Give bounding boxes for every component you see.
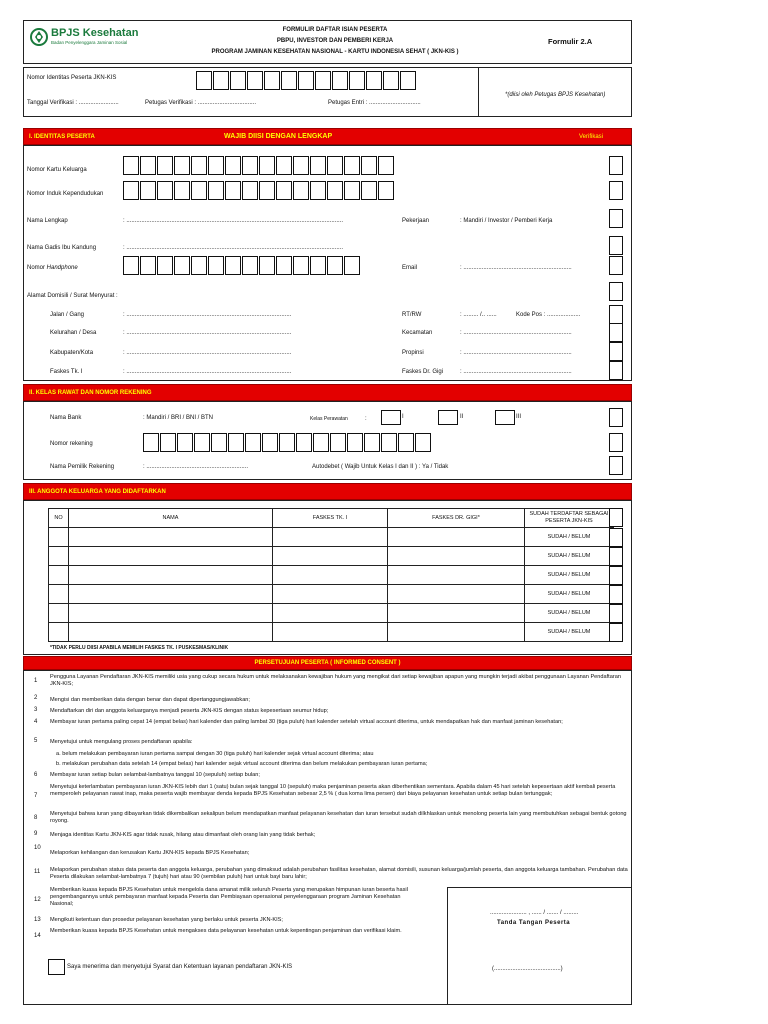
kelas-colon: : <box>365 416 367 422</box>
kecamatan-field[interactable]: : ................................................................. <box>460 330 572 336</box>
verify-box-anggota-3[interactable] <box>609 547 623 566</box>
nomor-identitas-boxes[interactable] <box>196 71 417 90</box>
bank-field[interactable]: : Mandiri / BRI / BNI / BTN <box>143 415 214 421</box>
agree-label: Saya menerima dan menyetujui Syarat dan Ketentuan layanan pendaftaran JKN-KIS <box>67 964 293 970</box>
consent-num: 4 <box>34 719 38 725</box>
kelas1-label: I <box>402 414 404 420</box>
consent-item: Memberikan kuasa kepada BPJS Kesehatan untuk mengelola dana amanat milik seluruh Peserta yang merupakan himpunan iuran beserta hasil pengembangannya untuk pembayaran manfaat kepada Peserta dan Pembiayaan operasional penyelenggaraan program Jaminan Kesehatan Nasional; <box>50 887 408 907</box>
jalan-field[interactable]: : ................................................................................................... <box>123 312 292 318</box>
pekerjaan-field[interactable]: : Mandiri / Investor / Pemberi Kerja <box>460 218 553 224</box>
rekening-boxes[interactable] <box>143 433 432 452</box>
kelas-label: Kelas Perawatan <box>310 416 348 422</box>
rtrw-field[interactable]: : ......... /.. ...... <box>460 312 497 318</box>
nama-label: Nama Lengkap <box>27 218 68 224</box>
consent-num: 1 <box>34 678 38 684</box>
table-row[interactable]: SUDAH / BELUM <box>49 566 614 585</box>
pemilik-field[interactable]: : ............................................................. <box>143 464 249 470</box>
section1-verifikasi: Verifikasi <box>579 134 604 140</box>
kk-label: Nomor Kartu Keluarga <box>27 167 87 173</box>
consent-item: Mengisi dan memberikan data dengan benar dan dapat dipertanggungjawabkan; <box>50 697 250 703</box>
kodepos-field[interactable]: Kode Pos : .................... <box>516 312 581 318</box>
col-faskesgigi: FASKES DR. GIGI* <box>388 509 525 528</box>
col-terdaftar: SUDAH TERDAFTAR SEBAGAI PESERTA JKN-KIS <box>525 509 614 528</box>
consent-num: 12 <box>34 897 41 903</box>
verify-box-pemilik[interactable] <box>609 456 623 475</box>
signature-box <box>447 887 632 1005</box>
signature-name[interactable]: (........................................) <box>492 966 563 972</box>
nama-field[interactable]: : .................................................................................................................................. <box>123 218 344 224</box>
consent-item: Melaporkan perubahan status data peserta dan anggota keluarga, perubahan yang dimaksud adalah perubahan fasilitas kesehatan, alamat domisili, susunan keluarga/jumlah peserta, dan anggota keluarga tambahan. Perubahan data Peserta dilakukan selambat-lambatnya 7 (tujuh) hari atau 90 (sembilan puluh) hari untuk bayi baru lahir; <box>50 867 628 880</box>
verify-box-kabupaten[interactable] <box>609 342 623 361</box>
consent-item: Menyetujui bahwa iuran yang dibayarkan tidak dikembalikan sekalipun belum mendapatkan manfaat pelayanan kesehatan dan iuran tersebut sudah dilkhlaskan untuk menolong peserta lain yang membutuhkan sebagai bentuk gotong royong. <box>50 811 627 824</box>
verify-box-anggota-2[interactable] <box>609 528 623 547</box>
kelas1-checkbox[interactable] <box>381 410 401 425</box>
ibu-field[interactable]: : .................................................................................................................................. <box>123 245 344 251</box>
kelas3-checkbox[interactable] <box>495 410 515 425</box>
consent-num: 8 <box>34 815 38 821</box>
verify-box-bank[interactable] <box>609 408 623 427</box>
jalan-label: Jalan / Gang <box>50 312 85 318</box>
table-row[interactable]: SUDAH / BELUM <box>49 528 614 547</box>
col-nama: NAMA <box>69 509 273 528</box>
propinsi-field[interactable]: : ................................................................. <box>460 350 572 356</box>
consent-num: 6 <box>34 772 38 778</box>
verify-box-anggota-4[interactable] <box>609 566 623 585</box>
consent-sub-b: b. melakukan perubahan data setelah 14 (empat belas) hari kalender sejak virtual account diterima dan belum melakukan pembayaran iuran pertama; <box>56 761 428 767</box>
alamat-label: Alamat Domisili / Surat Menyurat : <box>27 293 118 299</box>
petugas-entri[interactable]: Petugas Entri : ............................... <box>328 100 421 106</box>
verify-box-rekening[interactable] <box>609 433 623 452</box>
verify-box-hp[interactable] <box>609 256 623 275</box>
email-field[interactable]: : ................................................................. <box>460 265 572 271</box>
nik-label: Nomor Induk Kependudukan <box>27 191 104 197</box>
verify-box-kelurahan[interactable] <box>609 323 623 342</box>
hp-label: Nomor Handphone <box>27 265 78 271</box>
section3-title: III. ANGGOTA KELUARGA YANG DIDAFTARKAN <box>29 489 166 495</box>
consent-item: Pengguna Layanan Pendaftaran JKN-KIS memiliki usia yang cukup secara hukum untuk melaksanakan kewajiban hukum yang mengikat dari setiap kewajiban apapun yang mungkin terjadi akibat penggunaan Layanan Pendaftaran JKN-KIS; <box>50 674 621 687</box>
kecamatan-label: Kecamatan <box>402 330 433 336</box>
faskes1-field[interactable]: : ................................................................................................... <box>123 369 292 375</box>
signature-date[interactable]: ...................... , ...... / ....... / ......... <box>490 910 579 916</box>
kelurahan-label: Kelurahan / Desa <box>50 330 97 336</box>
consent-num: 14 <box>34 933 41 939</box>
rtrw-label: RT/RW <box>402 312 422 318</box>
consent-item: Membayar iuran pertama paling cepat 14 (empat belas) hari kalender dan paling lambat 30 (tiga puluh) hari kalender setelah virtual account diterima, untuk mendapatkan hak dan manfaat jaminan kesehatan; <box>50 719 563 725</box>
consent-sub-a: a. belum melakukan pembayaran iuran pertama sampai dengan 30 (tiga puluh) hari kalender sejak virtual account diterima; atau <box>56 751 374 757</box>
verify-box-alamat[interactable] <box>609 282 623 301</box>
col-no: NO <box>49 509 69 528</box>
table-row[interactable]: SUDAH / BELUM <box>49 585 614 604</box>
bpjs-leaf-icon <box>30 28 48 46</box>
consent-num: 2 <box>34 695 38 701</box>
autodebet-field[interactable]: Autodebet ( Wajib Untuk Kelas I dan II ) : Ya / Tidak <box>312 464 449 470</box>
verify-box-anggota-6[interactable] <box>609 604 623 623</box>
bpjs-logo <box>30 26 170 50</box>
consent-num: 3 <box>34 707 38 713</box>
section1-bar <box>23 128 632 145</box>
ibu-label: Nama Gadis Ibu Kandung <box>27 245 97 251</box>
rekening-label: Nomor rekening <box>50 441 93 447</box>
form-title-1: FORMULIR DAFTAR ISIAN PESERTA <box>282 27 388 33</box>
verify-box-nik[interactable] <box>609 181 623 200</box>
consent-item: Melaporkan kehilangan dan kerusakan Kartu JKN-KIS kepada BPJS Kesehatan; <box>50 850 250 856</box>
consent-item: Menyetujui keterlambatan pembayaran iuran JKN-KIS lebih dari 1 (satu) bulan sejak tanggal 10 (sepuluh) maka penjaminan peserta akan diberhentikan sementara. Apabila dalam 45 hari setelah kepesertaan aktif kembali peserta memperoleh pelayanan rawat inap, maka peserta wajib membayar denda kepada BPJS Kesehatan sebesar 2,5 % ( dua koma lima persen) dari biaya pelayanan kesehatan untuk setiap bulan tertunggak; <box>50 784 616 797</box>
verify-box-ibu[interactable] <box>609 236 623 255</box>
kabupaten-field[interactable]: : ................................................................................................... <box>123 350 292 356</box>
kk-boxes[interactable] <box>123 156 395 175</box>
consent-item: Membayar iuran setiap bulan selambat-lambatnya tanggal 10 (sepuluh) setiap bulan; <box>50 772 260 778</box>
hp-boxes[interactable] <box>123 256 361 275</box>
verify-box-anggota-1[interactable] <box>609 508 623 527</box>
bank-label: Nama Bank <box>50 415 82 421</box>
consent-item: Mendaftarkan diri dan anggota keluarganya menjadi peserta JKN-KIS dengan status kepesertaan seumur hidup; <box>50 708 329 714</box>
faskesgigi-field[interactable]: : ................................................................. <box>460 369 572 375</box>
anggota-table <box>48 508 614 642</box>
kelas2-checkbox[interactable] <box>438 410 458 425</box>
kelurahan-field[interactable]: : ................................................................................................... <box>123 330 292 336</box>
verify-box-anggota-5[interactable] <box>609 585 623 604</box>
logo-subtext: Badan Penyelenggara Jaminan Sosial <box>51 40 128 45</box>
logo-text: BPJS Kesehatan <box>51 27 139 39</box>
verify-box-kk[interactable] <box>609 156 623 175</box>
nomor-identitas-label: Nomor Identitas Peserta JKN-KIS <box>27 75 117 81</box>
email-label: Email <box>402 265 418 271</box>
form-title-3: PROGRAM JAMINAN KESEHATAN NASIONAL - KARTU INDONESIA SEHAT ( JKN-KIS ) <box>211 49 459 55</box>
table-row[interactable]: SUDAH / BELUM <box>49 547 614 566</box>
admin-note: *(diisi oleh Petugas BPJS Kesehatan) <box>505 92 606 98</box>
consent-num: 10 <box>34 845 41 851</box>
consent-title: PERSETUJUAN PESERTA ( INFORMED CONSENT ) <box>254 660 401 666</box>
consent-item: Menjaga identitas Kartu JKN-KIS agar tidak rusak, hilang atau dimanfaat oleh orang lain yang tidak berhak; <box>50 832 316 838</box>
form-code: Formulir 2.A <box>548 37 593 46</box>
kabupaten-label: Kabupaten/Kota <box>50 350 94 356</box>
verify-box-jalan[interactable] <box>609 305 623 324</box>
signature-label: Tanda Tangan Peserta <box>497 920 571 926</box>
faskes1-label: Faskes Tk. I <box>50 369 83 375</box>
faskesgigi-label: Faskes Dr. Gigi <box>402 369 444 375</box>
section2-bar <box>23 384 632 401</box>
consent-bar <box>23 656 632 670</box>
form-title-2: PBPU, INVESTOR DAN PEMBERI KERJA <box>276 38 394 44</box>
table-row[interactable]: SUDAH / BELUM <box>49 604 614 623</box>
section1-title: I. IDENTITAS PESERTA <box>29 134 95 140</box>
pekerjaan-label: Pekerjaan <box>402 218 430 224</box>
consent-num: 11 <box>34 869 41 875</box>
anggota-header-row <box>49 509 614 528</box>
verify-box-nama[interactable] <box>609 209 623 228</box>
nik-boxes[interactable] <box>123 181 395 200</box>
consent-num: 5 <box>34 738 38 744</box>
tanggal-verifikasi[interactable]: Tanggal Verifikasi : ........................ <box>27 100 119 106</box>
agree-checkbox[interactable] <box>48 959 65 975</box>
anggota-footnote: *TIDAK PERLU DIISI APABILA MEMILIH FASKES TK. I PUSKESMAS/KLINIK <box>50 645 229 651</box>
verify-box-faskes[interactable] <box>609 361 623 380</box>
consent-item: Menyetujui untuk mengulang proses pendaftaran apabila: <box>50 739 193 745</box>
section2-title: II. KELAS RAWAT DAN NOMOR REKENING <box>29 390 152 396</box>
col-faskes1: FASKES TK. I <box>273 509 388 528</box>
consent-item: Mengikuti ketentuan dan prosedur pelayanan kesehatan yang berlaku untuk peserta JKN-KIS; <box>50 917 283 923</box>
petugas-verifikasi[interactable]: Petugas Verifikasi : ................................... <box>145 100 257 106</box>
propinsi-label: Propinsi <box>402 350 424 356</box>
consent-item: Memberikan kuasa kepada BPJS Kesehatan untuk mengakses data pelayanan kesehatan untuk kepentingan penjaminan dan verifikasi klaim. <box>50 928 402 934</box>
table-row[interactable]: SUDAH / BELUM <box>49 623 614 642</box>
consent-num: 7 <box>34 793 38 799</box>
kelas2-label: II <box>460 414 464 420</box>
pemilik-label: Nama Pemilik Rekening <box>50 464 115 470</box>
section1-banner: WAJIB DIISI DENGAN LENGKAP <box>224 133 333 140</box>
consent-num: 13 <box>34 917 41 923</box>
verify-box-anggota-7[interactable] <box>609 623 623 642</box>
consent-num: 9 <box>34 831 38 837</box>
kelas3-label: III <box>516 414 522 420</box>
section3-bar <box>23 483 632 500</box>
